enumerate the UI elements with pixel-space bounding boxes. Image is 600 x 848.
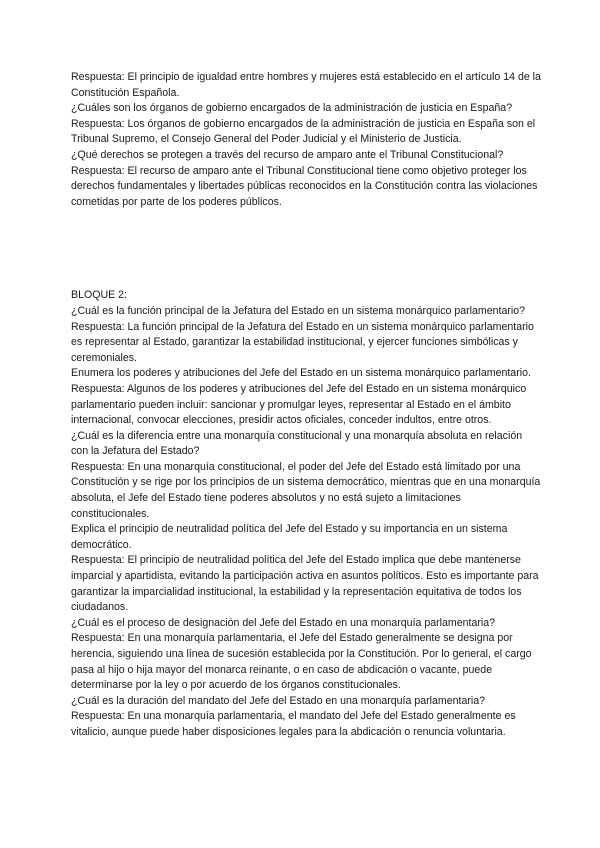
answer-paragraph: Respuesta: Los órganos de gobierno encargados de la administración de justicia en España son el Tribunal Supremo, el Consejo General del Poder Judicial y el Ministerio de Justicia. [71,117,536,146]
question-paragraph: ¿Cuáles son los órganos de gobierno encargados de la administración de justicia en España? [71,102,513,115]
section-heading: BLOQUE 2: [71,289,127,302]
answer-paragraph: Respuesta: El principio de igualdad entre hombres y mujeres está establecido en el artículo 14 de la Constitución Española. [71,71,541,99]
answer-paragraph: Respuesta: En una monarquía parlamentaria, el mandato del Jefe del Estado generalmente es vitalicio, aunque puede haber disposiciones legales para la abdicación o renuncia voluntaria. [71,710,516,738]
section-spacer [71,210,541,288]
answer-paragraph: Respuesta: La función principal de la Jefatura del Estado en un sistema monárquico parlamentario es representar al Estado, garantizar la estabilidad institucional, y ejercer funciones simbólicas y ceremoniales. [71,320,534,364]
question-paragraph: ¿Cuál es la función principal de la Jefatura del Estado en un sistema monárquico parlamentario? [71,304,526,317]
answer-paragraph: Respuesta: El recurso de amparo ante el Tribunal Constitucional tiene como objetivo proteger los derechos fundamentales y libertades públicas reconocidos en la Constitución contra las violaciones cometidas por parte de los poderes públicos. [71,164,538,208]
question-paragraph: Enumera los poderes y atribuciones del Jefe del Estado en un sistema monárquico parlamentario. [71,367,531,380]
answer-paragraph: Respuesta: Algunos de los poderes y atribuciones del Jefe del Estado en un sistema monárquico parlamentario pueden incluir: sancionar y promulgar leyes, representar al Estado en el ámbito internacional, convocar elecciones, presidir actos oficiales, conceder indultos, entre otros. [71,382,527,427]
question-paragraph: Explica el principio de neutralidad política del Jefe del Estado y su importancia en un sistema democrático. [71,523,508,551]
question-paragraph: ¿Cuál es el proceso de designación del Jefe del Estado en una monarquía parlamentaria? [71,616,496,629]
answer-paragraph: Respuesta: En una monarquía constitucional, el poder del Jefe del Estado está limitado por una Constitución y se rige por los principios de un sistema democrático, mientras que en una monarquía absoluta, el Jefe del Estado tiene poderes absolutos y no está sujeto a limitaciones constitucionales. [71,460,541,520]
section-2 [71,288,541,740]
question-paragraph: ¿Qué derechos se protegen a través del recurso de amparo ante el Tribunal Constitucional? [71,148,504,161]
question-paragraph: ¿Cuál es la duración del mandato del Jefe del Estado en una monarquía parlamentaria? [71,694,486,707]
document-page [71,70,541,741]
answer-paragraph: Respuesta: El principio de neutralidad política del Jefe del Estado implica que debe mantenerse imparcial y apartidista, evitando la participación activa en asuntos políticos. Esto es importante para garantizar la imparcialidad institucional, la estabilidad y la representación equitativa de todos los ciudadanos. [71,554,539,614]
question-paragraph: ¿Cuál es la diferencia entre una monarquía constitucional y una monarquía absoluta en relación con la Jefatura del Estado? [71,429,523,458]
answer-paragraph: Respuesta: En una monarquía parlamentaria, el Jefe del Estado generalmente se designa por herencia, siguiendo una línea de sucesión establecida por la Constitución. Por lo general, el cargo pasa al hijo o hija mayor del monarca reinante, o en caso de abdicación o vacante, puede determinarse por la ley o por acuerdo de los órganos constitucionales. [71,632,532,692]
section-1 [71,70,541,210]
